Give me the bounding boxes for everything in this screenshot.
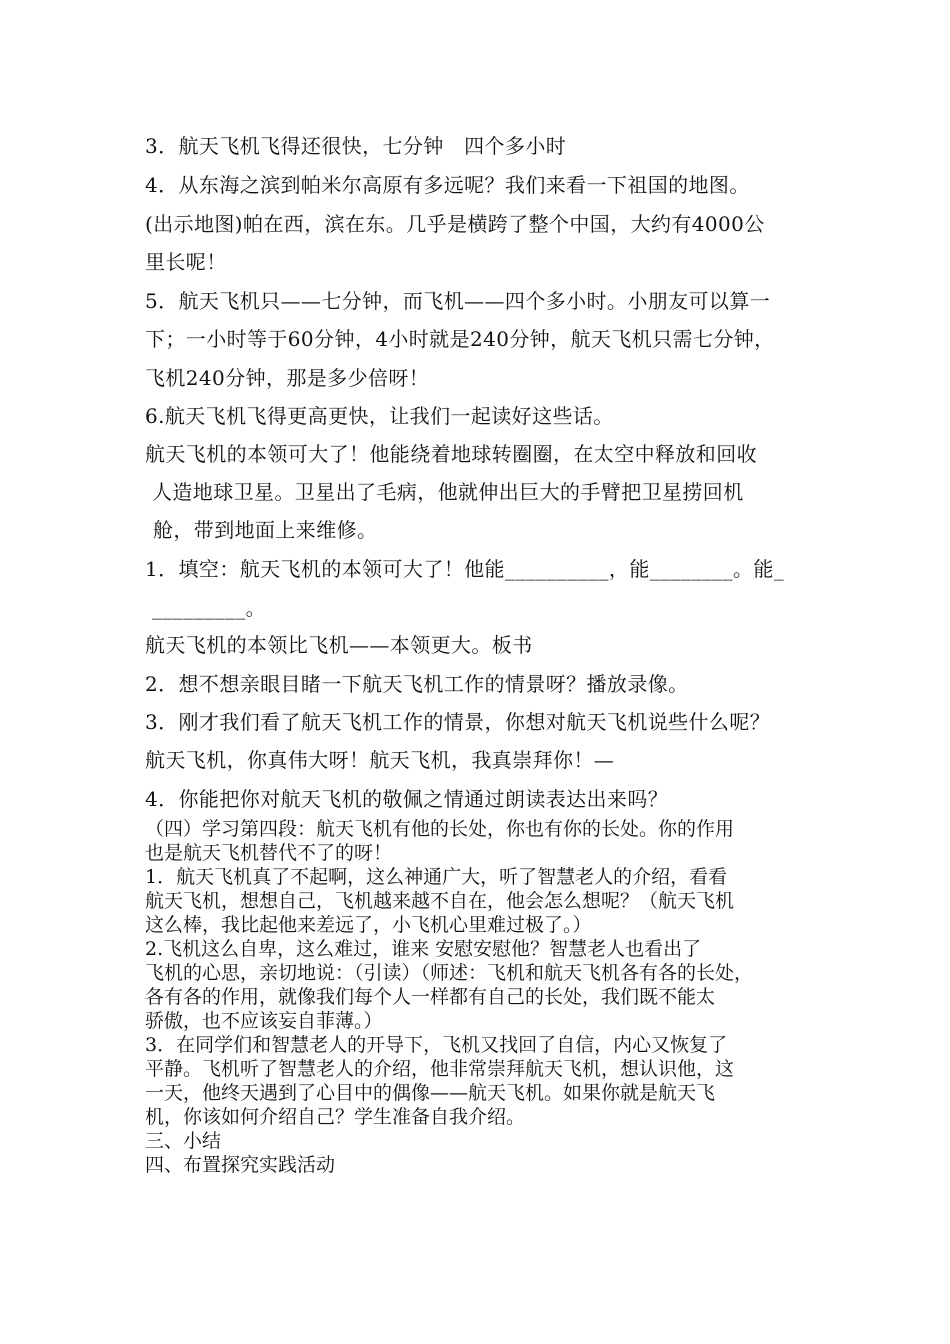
doc-line: 5．航天飞机只——七分钟，而飞机——四个多小时。小朋友可以算一 <box>145 289 771 313</box>
doc-line: 各有各的作用，就像我们每个人一样都有自己的长处，我们既不能太 <box>145 986 716 1008</box>
doc-line: 三、小结 <box>145 1130 222 1152</box>
doc-line: 人造地球卫星。卫星出了毛病，他就伸出巨大的手臂把卫星捞回机 <box>152 480 744 504</box>
doc-line: 3．在同学们和智慧老人的开导下，飞机又找回了自信，内心又恢复了 <box>145 1034 728 1056</box>
doc-line: 四、布置探究实践活动 <box>145 1154 336 1176</box>
doc-line: （四）学习第四段：航天飞机有他的长处，你也有你的长处。你的作用 <box>145 818 735 840</box>
doc-line: 4．从东海之滨到帕米尔高原有多远呢？我们来看一下祖国的地图。 <box>145 173 750 197</box>
doc-line: 飞机240分钟，那是多少倍呀！ <box>145 366 430 390</box>
doc-line: 里长呢！ <box>145 250 227 274</box>
doc-line: 航天飞机，你真伟大呀！航天飞机，我真崇拜你！— <box>145 748 615 772</box>
doc-line: 机，你该如何介绍自己？学生准备自我介绍。 <box>145 1106 526 1128</box>
doc-line: 3．航天飞机飞得还很快，七分钟 四个多小时 <box>145 134 567 158</box>
doc-line: 也是航天飞机替代不了的呀！ <box>145 842 393 864</box>
doc-line: 航天飞机的本领比飞机——本领更大。板书 <box>145 633 533 657</box>
doc-line: 下；一小时等于60分钟，4小时就是240分钟，航天飞机只需七分钟， <box>145 327 775 351</box>
doc-line: 平静。飞机听了智慧老人的介绍，他非常崇拜航天飞机，想认识他，这 <box>145 1058 735 1080</box>
doc-line: 3．刚才我们看了航天飞机工作的情景，你想对航天飞机说些什么呢？ <box>145 710 771 734</box>
doc-line: (出示地图)帕在西，滨在东。几乎是横跨了整个中国，大约有4000公 <box>145 212 765 236</box>
doc-line: 一天，他终天遇到了心目中的偶像——航天飞机。如果你就是航天飞 <box>145 1082 716 1104</box>
doc-line: 骄傲，也不应该妄自菲薄。） <box>145 1010 383 1032</box>
doc-line: 2．想不想亲眼目睹一下航天飞机工作的情景呀？播放录像。 <box>145 672 689 696</box>
doc-line: 1．填空：航天飞机的本领可大了！他能__________，能________。能_ <box>145 557 785 581</box>
doc-line: 4．你能把你对航天飞机的敬佩之情通过朗读表达出来吗？ <box>145 787 669 811</box>
doc-line: 6.航天飞机飞得更高更快，让我们一起读好这些话。 <box>145 404 614 428</box>
doc-line: 舱，带到地面上来维修。 <box>153 518 378 542</box>
doc-line: 这么棒，我比起他来差远了，小飞机心里难过极了。） <box>145 914 592 936</box>
doc-line: 2.飞机这么自卑，这么难过，谁来 安慰安慰他？智慧老人也看出了 <box>145 938 702 960</box>
doc-line: 1．航天飞机真了不起啊，这么神通广大，听了智慧老人的介绍，看看 <box>145 866 728 888</box>
doc-line: 航天飞机，想想自己，飞机越来越不自在，他会怎么想呢？（航天飞机 <box>145 890 735 912</box>
doc-line: 航天飞机的本领可大了！他能绕着地球转圈圈，在太空中释放和回收 <box>145 442 757 466</box>
doc-line: _________。 <box>152 596 266 620</box>
doc-line: 飞机的心思，亲切地说：（引读）（师述：飞机和航天飞机各有各的长处， <box>145 962 754 984</box>
